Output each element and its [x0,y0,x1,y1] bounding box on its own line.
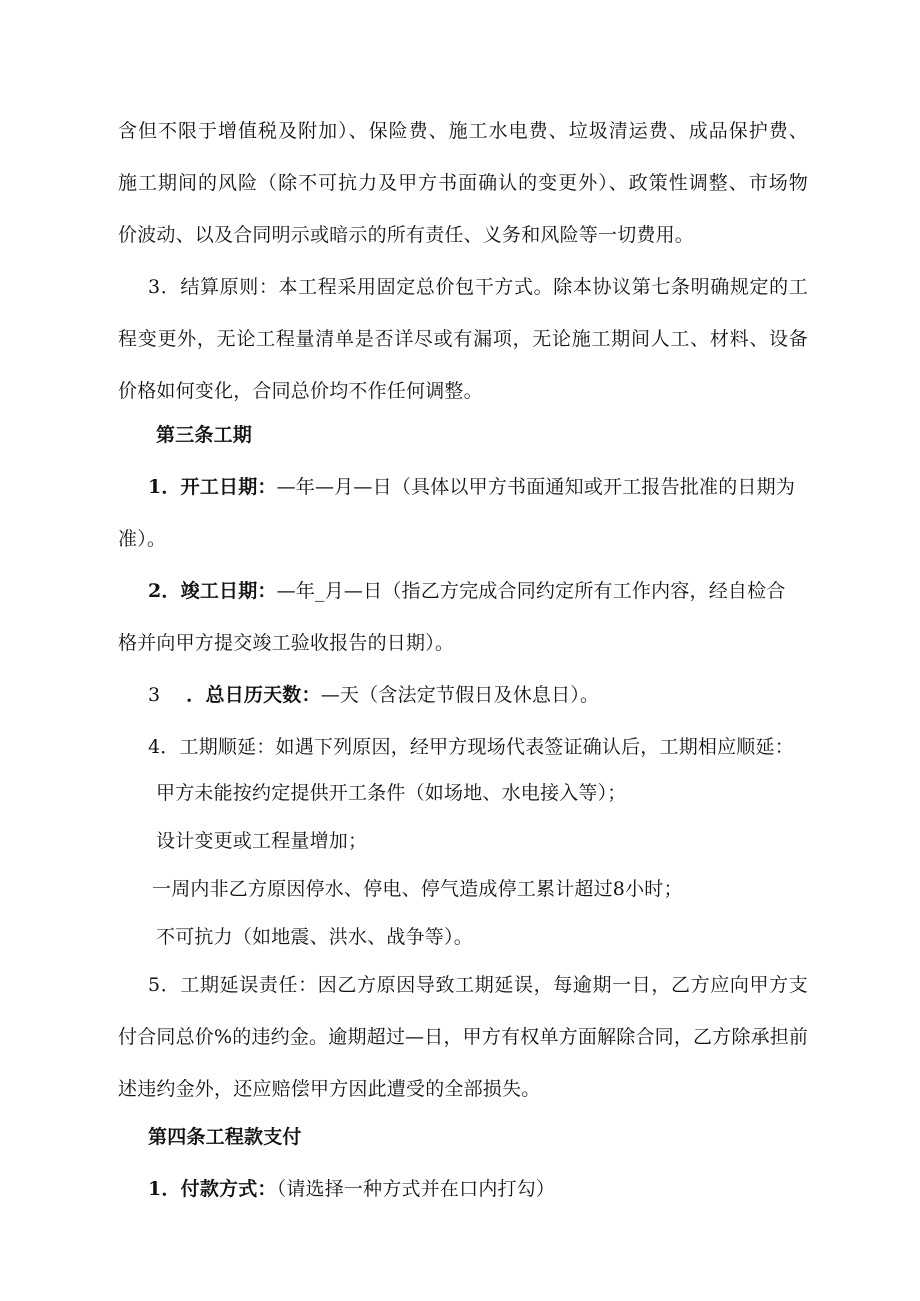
total-days-label: ．总日历天数： [186,684,321,706]
start-date-line [148,474,795,500]
paragraph-line: 含但不限于增值税及附加）、保险费、施工水电费、垃圾清运费、成品保护费、 [118,120,808,142]
completion-date-text: —年_月—日（指乙方完成合同约定所有工作内容，经自检合 [276,580,786,602]
delay-liability-line: 5．工期延误责任：因乙方原因导致工期延误，每逾期一日，乙方应向甲方支 [148,974,808,996]
settlement-principle-line: 3．结算原则：本工程采用固定总价包干方式。除本协议第七条明确规定的工 [148,276,808,298]
paragraph-line: 价格如何变化，合同总价均不作任何调整。 [118,380,483,402]
paragraph-line: 程变更外，无论工程量清单是否详尽或有漏项，无论施工期间人工、材料、设备 [118,328,808,350]
payment-method-text: （请选择一种方式并在口内打勾） [276,1178,556,1200]
extension-reason: 一周内非乙方原因停水、停电、停气造成停工累计超过8小时； [152,878,683,900]
extension-reason: 不可抗力（如地震、洪水、战争等）。 [156,926,473,948]
extension-reason: 甲方未能按约定提供开工条件（如场地、水电接入等）； [156,782,627,804]
paragraph-line: 述违约金外，还应赔偿甲方因此遭受的全部损失。 [118,1078,541,1100]
extension-line: 4．工期顺延：如遇下列原因，经甲方现场代表签证确认后，工期相应顺延： [148,736,794,758]
paragraph-line: 格并向甲方提交竣工验收报告的日期）。 [118,632,455,654]
start-date-label: 1．开工日期： [148,476,277,498]
total-days-line [148,682,599,708]
paragraph-line: 付合同总价%的违约金。逾期超过—日，甲方有权单方面解除合同，乙方除承担前 [118,1026,809,1048]
clause3-heading: 第三条工期 [156,424,253,446]
completion-date-line [148,578,786,604]
paragraph-line: 价波动、以及合同明示或暗示的所有责任、义务和风险等一切费用。 [118,224,695,246]
completion-date-label: 2．竣工日期： [148,580,277,602]
total-days-text: —天（含法定节假日及休息日）。 [320,684,600,706]
total-days-num: 3 [148,684,161,706]
start-date-text: —年—月—日（具体以甲方书面通知或开工报告批准的日期为 [276,476,796,498]
clause4-heading: 第四条工程款支付 [148,1126,302,1148]
payment-method-label: 1．付款方式： [148,1178,277,1200]
paragraph-line: 准）。 [118,528,167,550]
payment-method-line [148,1176,555,1202]
paragraph-line: 施工期间的风险（除不可抗力及甲方书面确认的变更外）、政策性调整、市场物 [118,172,808,194]
extension-reason: 设计变更或工程量增加； [156,830,368,852]
